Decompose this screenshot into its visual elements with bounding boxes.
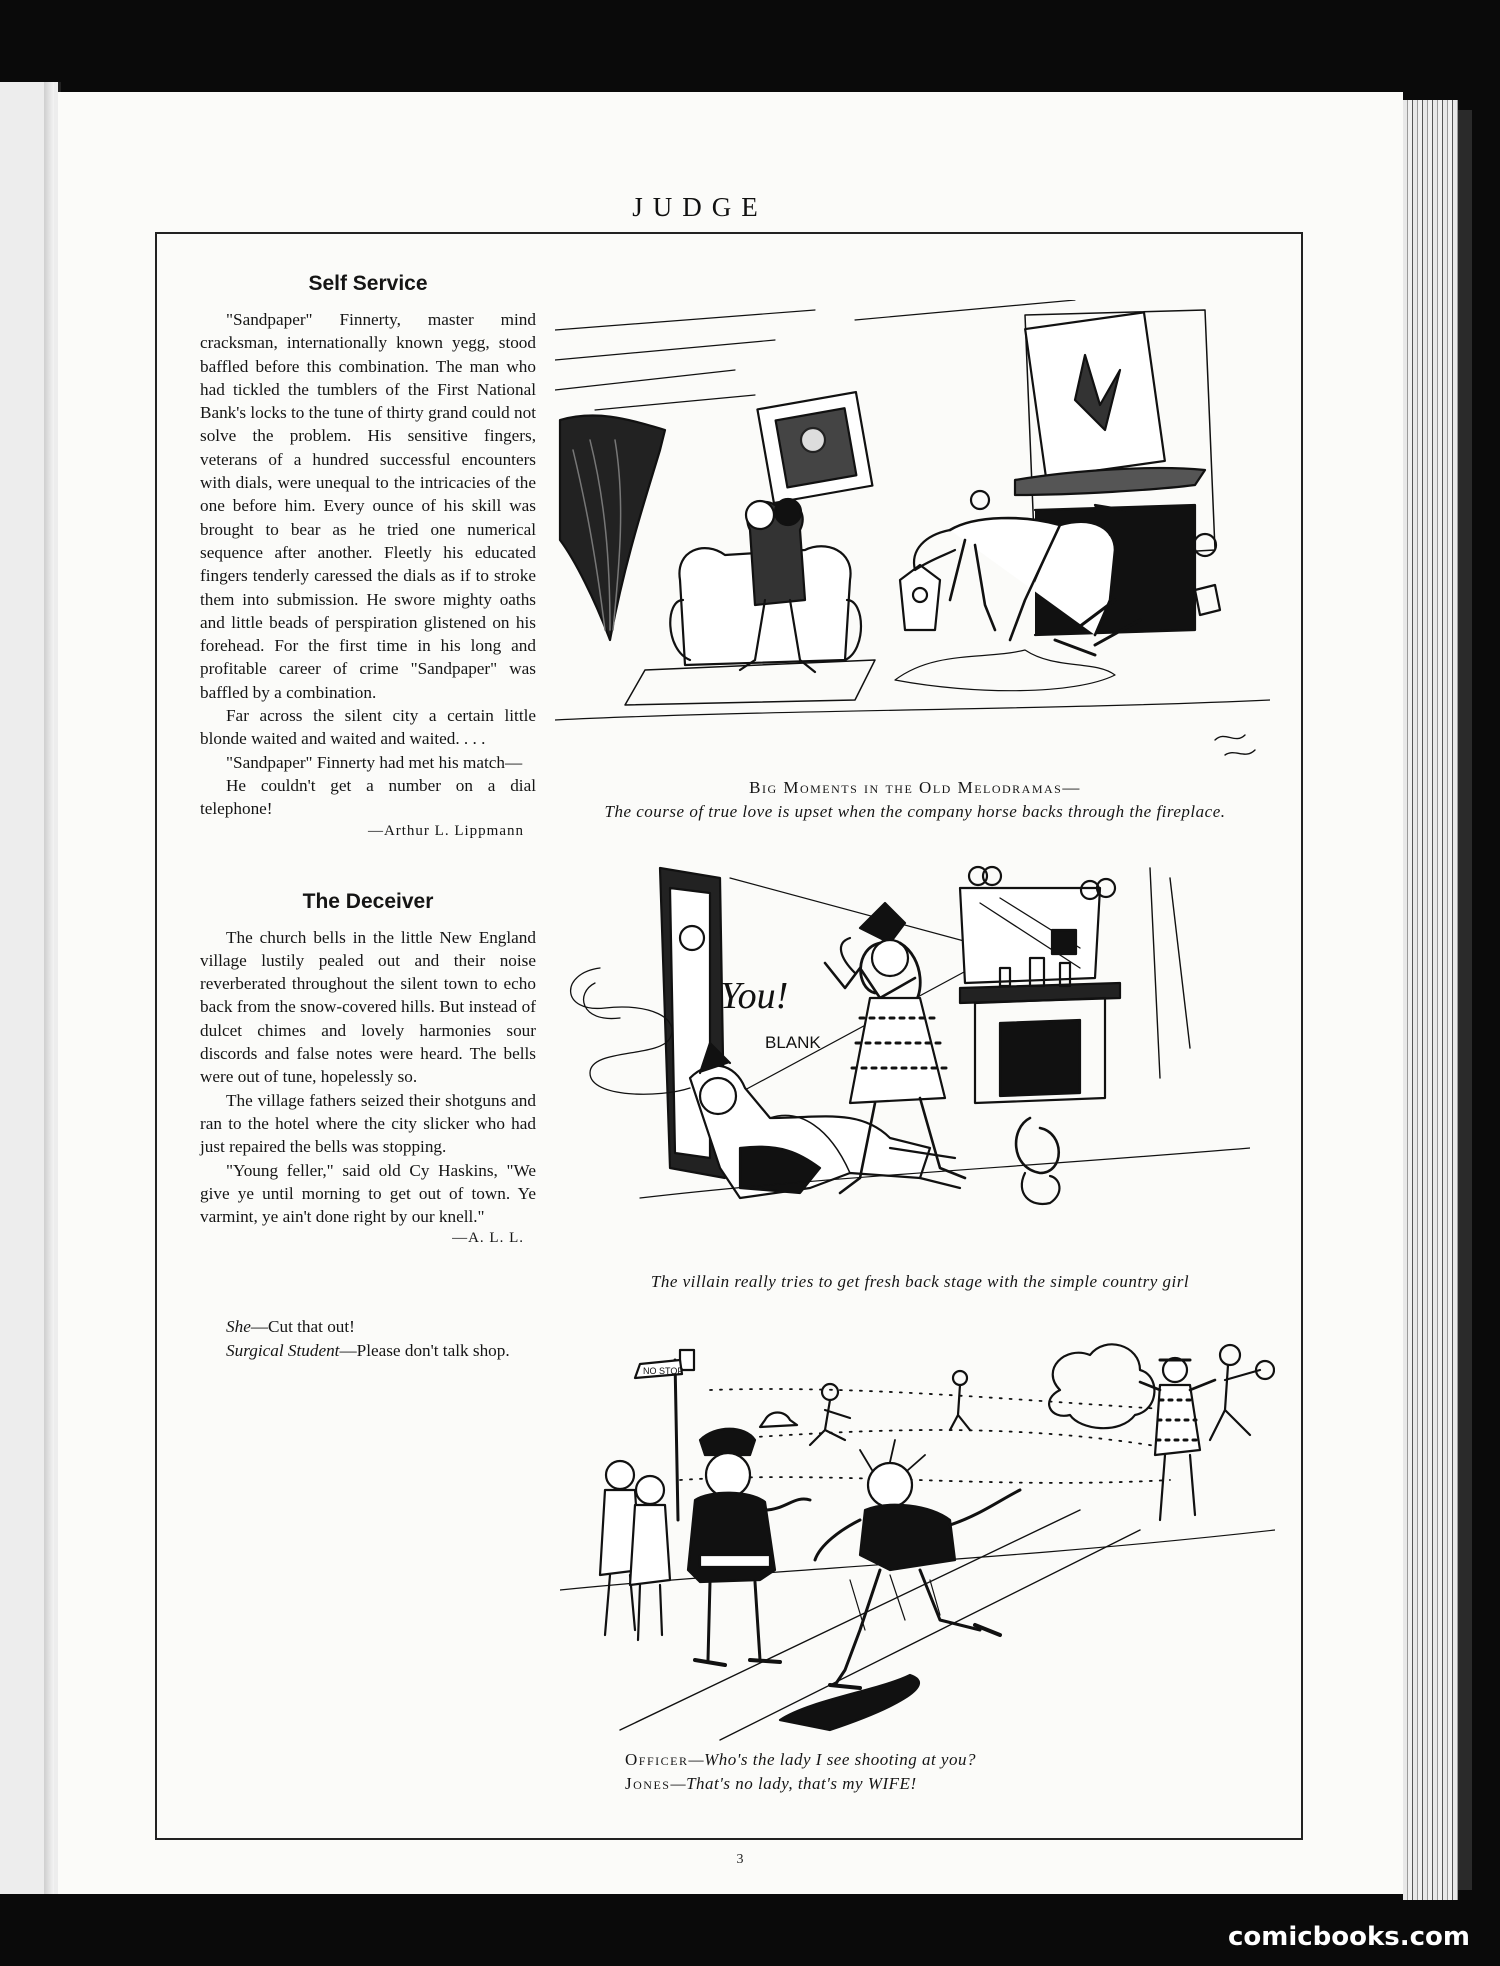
page-number: 3 [736, 1852, 744, 1867]
joke-speaker: Surgical Student [226, 1340, 340, 1360]
street-sign-text: NO STOP [643, 1366, 684, 1376]
story-paragraph: He couldn't get a number on a dial telephone! [200, 775, 536, 819]
balloon-text: You! [720, 975, 789, 1017]
joke-line: —Please don't talk shop. [339, 1340, 510, 1360]
story-title: The Deceiver [302, 889, 434, 913]
byline: —Arthur L. Lippmann [367, 822, 524, 839]
story-body [200, 308, 536, 821]
joke-line: —Cut that out! [250, 1317, 355, 1337]
story-paragraph: "Sandpaper" Finnerty, master mind cracksman, internationally known yegg, stood baffled before this combination. The man who had tickled the tumblers of the First National Bank's locks to the tune of thirty grand could not solve the problem. His sensitive fingers, veterans of a hundred successful encounters with dials, were unequal to the intricacies of the one before him. Every ounce of his skill was brought to bear as he tried one numerical sequence after another. Fleetly his educated fingers tenderly caressed the dials as if to stroke them into submission. He swore mighty oaths and little beads of perspiration glistened on his forehead. For the first time in his long and profitable career of crime "Sandpaper" was baffled by a combination. [200, 310, 536, 702]
cartoon-caption [590, 1270, 1250, 1294]
watermark: comicbooks.com [1227, 1922, 1470, 1952]
caption-speaker: Officer [625, 1750, 689, 1769]
cartoon-caption [625, 1748, 1225, 1796]
text-column [200, 272, 536, 1362]
story-body [200, 926, 536, 1229]
cartoon-melodrama-illustration [555, 300, 1270, 770]
story-paragraph: "Sandpaper" Finnerty had met his match— [226, 752, 523, 772]
story-paragraph: The village fathers seized their shotguns and ran to the hotel where the city slicker who had just repaired the bells was stopping. [200, 1090, 536, 1157]
running-head: JUDGE [632, 192, 768, 222]
joke-speaker: She [226, 1317, 251, 1337]
joke [200, 1315, 536, 1362]
story-title: Self Service [308, 272, 428, 295]
cartoon-caption [560, 776, 1270, 824]
binding-shadow [1458, 110, 1472, 1890]
story-paragraph: The church bells in the little New England village lustily pealed out and their noise reverberated throughout the silent town to echo back from the snow-covered hills. But instead of dulcet chimes and lovely harmonies sour discords and false notes were heard. The bells were out of tune, hopelessly so. [200, 927, 536, 1087]
story-paragraph: "Young feller," said old Cy Haskins, "We give ye until morning to get out of town. Ye varmint, ye ain't done right by our knell." [200, 1160, 536, 1227]
facing-page-edge [0, 82, 61, 1894]
cartoon-backstage-illustration [560, 848, 1250, 1268]
caption-text: The villain really tries to get fresh back stage with the simple country girl [650, 1272, 1190, 1291]
byline: —A. L. L. [452, 1230, 524, 1247]
caption-line: —That's no lady, that's my WIFE! [670, 1774, 917, 1793]
cartoon-officer-illustration [560, 1330, 1275, 1750]
sound-effect: BLANK [765, 1033, 821, 1052]
caption-heading: Big Moments in the Old Melodramas— [749, 778, 1081, 797]
story-paragraph: Far across the silent city a certain little blonde waited and waited and waited. . . . [200, 706, 536, 749]
caption-line: —Who's the lady I see shooting at you? [688, 1750, 976, 1769]
caption-text: The course of true love is upset when the company horse backs through the fireplace. [604, 802, 1226, 821]
caption-speaker: Jones [625, 1774, 671, 1793]
page-stack-edge [1403, 100, 1458, 1900]
